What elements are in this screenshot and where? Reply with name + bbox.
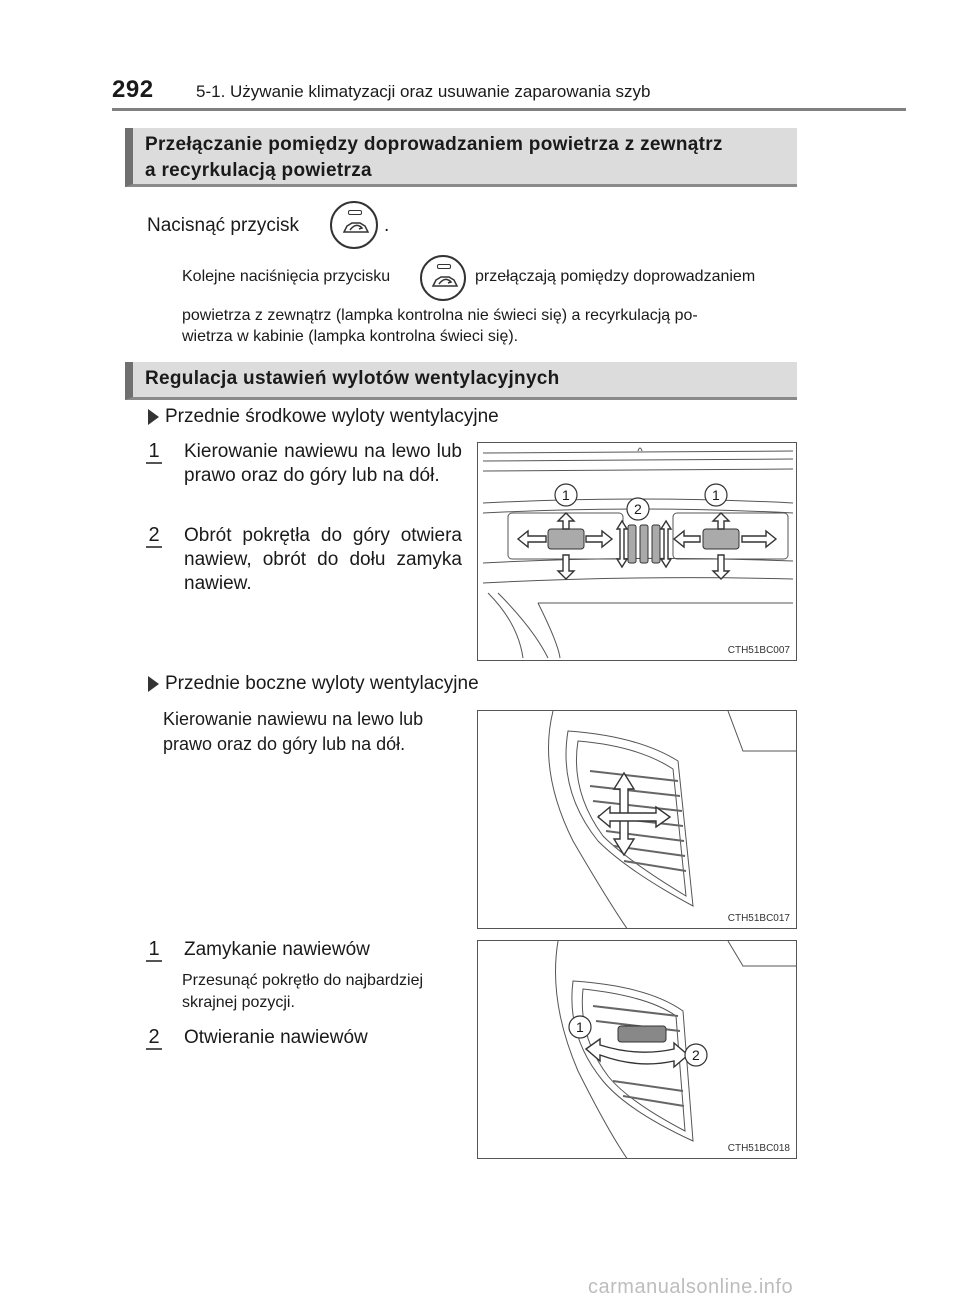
watermark: carmanualsonline.info <box>588 1276 794 1298</box>
recirculation-button-icon-small <box>420 255 466 301</box>
instruction-text: Nacisnąć przycisk <box>147 215 300 236</box>
section-heading-air-source <box>125 128 797 187</box>
figure-label-1-left: 1 <box>562 487 570 503</box>
note-text-part2: przełączają pomiędzy doprowadzaniem <box>475 268 756 285</box>
figure-front-side-vents <box>477 710 797 929</box>
figure-code-side: CTH51BC017 <box>727 913 790 924</box>
recirculation-button-icon <box>330 201 378 249</box>
header-divider <box>112 108 906 111</box>
section-heading-vents <box>125 362 797 400</box>
note-text-line2: powietrza z zewnątrz (lampka kontrolna nie świeci się) a recyrkulacją po- <box>182 307 698 324</box>
item-number-1: 1 <box>146 440 162 464</box>
subheading-front-center: Przednie środkowe wyloty wentylacyjne <box>165 406 499 427</box>
front-center-vents-illustration <box>478 443 797 661</box>
item-number-close: 1 <box>146 938 162 962</box>
item-number-2: 2 <box>146 524 162 548</box>
figure-label-1-right: 1 <box>712 487 720 503</box>
triangle-bullet-icon <box>148 409 159 425</box>
vent-close-open-illustration <box>478 941 797 1159</box>
item-number-open: 2 <box>146 1026 162 1050</box>
page-number: 292 <box>112 76 154 103</box>
triangle-bullet-icon-2 <box>148 676 159 692</box>
item-title-open: Otwieranie nawiewów <box>184 1027 368 1048</box>
item-title-close: Zamykanie nawiewów <box>184 939 370 960</box>
front-side-vents-illustration <box>478 711 797 929</box>
item-note-close: Przesunąć pokrętło do najbardziej skrajnej pozycji. <box>182 972 424 1011</box>
figure-code-close-open: CTH51BC018 <box>727 1143 790 1154</box>
note-text-line3: wietrza w kabinie (lampka kontrolna świeci się). <box>182 328 519 345</box>
figure-vent-close-open <box>477 940 797 1159</box>
note-text-part1: Kolejne naciśnięcia przycisku <box>182 268 391 285</box>
figure-label-2: 2 <box>634 501 642 517</box>
figure-front-center-vents <box>477 442 797 661</box>
front-side-text: Kierowanie nawiewu na lewo lub prawo oraz do góry lub na dół. <box>163 709 424 754</box>
figure-label-open: 2 <box>692 1047 700 1063</box>
item-text-direction: Kierowanie nawiewu na lewo lub prawo oraz do góry lub na dół. <box>184 441 462 486</box>
chapter-title: 5-1. Używanie klimatyzacji oraz usuwanie zaparowania szyb <box>196 82 651 101</box>
section-heading-vents-title: Regulacja ustawień wylotów wentylacyjnych <box>145 368 560 389</box>
item-text-knob: Obrót pokrętła do góry otwiera nawiew, obrót do dołu zamyka nawiew. <box>184 525 462 594</box>
instruction-period: . <box>384 215 390 236</box>
section-heading-line1: Przełączanie pomiędzy doprowadzaniem powietrza z zewnątrz <box>145 134 723 155</box>
section-heading-line2: a recyrkulacją powietrza <box>145 160 372 181</box>
subheading-front-side: Przednie boczne wyloty wentylacyjne <box>165 673 479 694</box>
figure-label-close: 1 <box>576 1019 584 1035</box>
figure-code: CTH51BC007 <box>727 645 790 656</box>
